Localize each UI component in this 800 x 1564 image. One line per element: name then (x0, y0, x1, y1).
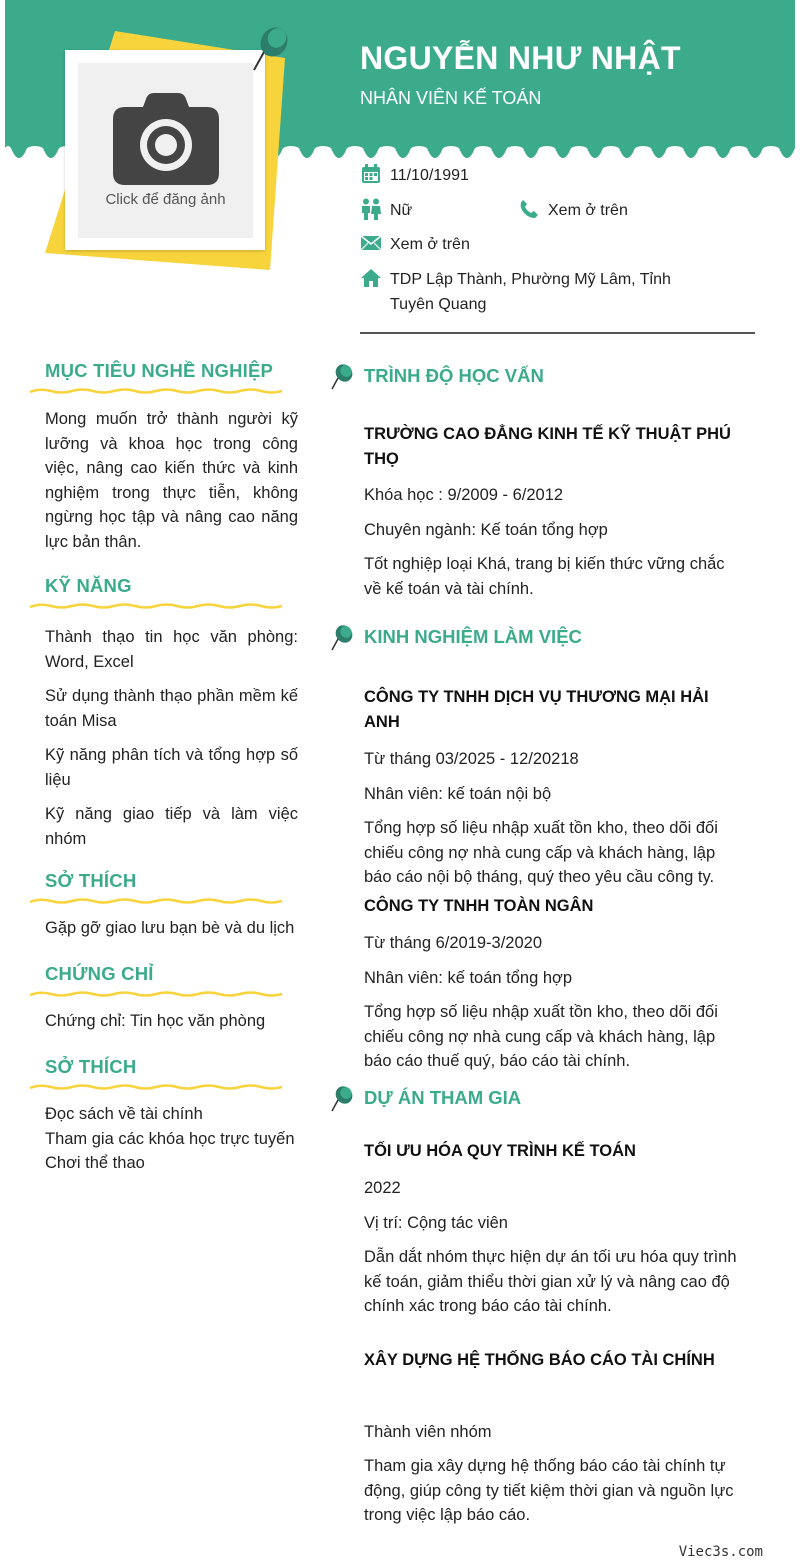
certificates-heading: CHỨNG CHỈ (45, 963, 154, 984)
skills-section (30, 575, 300, 851)
project-description: Dẫn dắt nhóm thực hiện dự án tối ưu hóa quy trình kế toán, giảm thiểu thời gian xử lý và nâng cao độ chính xác trong báo cáo tài chính. (364, 1248, 737, 1315)
experience-heading: KINH NGHIỆM LÀM VIỆC (364, 626, 582, 647)
email-row (360, 232, 470, 257)
job-title: NHÂN VIÊN KẾ TOÁN (360, 88, 542, 108)
project-entry (364, 1139, 744, 1319)
pushpin-icon (330, 623, 356, 651)
education-period: Khóa học : 9/2009 - 6/2012 (364, 486, 564, 504)
hobby-item: Tham gia các khóa học trực tuyến (45, 1129, 295, 1148)
job-period: Từ tháng 6/2019-3/2020 (364, 934, 543, 952)
education-major: Chuyên ngành: Kế toán tổng hợp (364, 520, 608, 539)
certificates-section (30, 963, 300, 1034)
objective-heading: MỤC TIÊU NGHỀ NGHIỆP (45, 360, 274, 381)
company-name: CÔNG TY TNHH DỊCH VỤ THƯƠNG MẠI HẢI ANH (364, 688, 709, 731)
project-year: 2022 (364, 1179, 401, 1197)
wave-divider (30, 989, 285, 999)
wave-divider (30, 601, 285, 611)
hobbies-heading: SỞ THÍCH (45, 1056, 137, 1077)
pushpin-icon (330, 362, 356, 390)
job-role: Nhân viên: kế toán tổng hợp (364, 968, 573, 987)
dob-row (360, 163, 469, 188)
hobby-item: Đọc sách về tài chính (45, 1105, 203, 1123)
education-description: Tốt nghiệp loại Khá, trang bị kiến thức vững chắc về kế toán và tài chính. (364, 555, 725, 598)
project-name: XÂY DỰNG HỆ THỐNG BÁO CÁO TÀI CHÍNH (364, 1351, 715, 1369)
job-period: Từ tháng 03/2025 - 12/20218 (364, 750, 579, 768)
company-name: CÔNG TY TNHH TOÀN NGÂN (364, 897, 594, 915)
dob-value: 11/10/1991 (390, 167, 469, 184)
candidate-name: NGUYỄN NHƯ NHẬT (360, 40, 681, 76)
phone-icon (518, 198, 540, 220)
experience-section (330, 623, 770, 651)
projects-heading: DỰ ÁN THAM GIA (364, 1087, 522, 1108)
education-heading: TRÌNH ĐỘ HỌC VẤN (364, 365, 544, 386)
project-description: Tham gia xây dựng hệ thống báo cáo tài chính tự động, giúp công ty tiết kiệm thời gian và nguồn lực trong việc lập báo cáo. (364, 1457, 734, 1524)
gender-value: Nữ (390, 202, 413, 219)
job-description: Tổng hợp số liệu nhập xuất tồn kho, theo dõi đối chiếu công nợ nhà cung cấp và khách hàng, lập báo cáo thuế quý, báo cáo tài chính. (364, 1003, 718, 1070)
address-line-2: Tuyên Quang (390, 296, 487, 313)
school-name: TRƯỜNG CAO ĐẲNG KINH TẾ KỸ THUẬT PHÚ THỌ (364, 425, 731, 468)
job-entry (364, 685, 744, 890)
photo-upload[interactable] (78, 63, 253, 238)
pushpin-icon (330, 1084, 356, 1112)
calendar-icon (360, 163, 382, 185)
objective-text: Mong muốn trở thành người kỹ lưỡng và khoa học trong công việc, nâng cao kiến thức và kinh nghiệm trong thực tiễn, không ngừng học tập và nâng cao năng lực bản thân. (45, 410, 298, 551)
footer-brand[interactable]: Viec3s.com (678, 1544, 763, 1560)
hobbies-section-2 (30, 1056, 300, 1176)
pushpin-icon (250, 24, 292, 72)
hobby-item: Chơi thể thao (45, 1154, 145, 1172)
address-line-1: TDP Lập Thành, Phường Mỹ Lâm, Tỉnh (390, 271, 671, 288)
address-row (360, 267, 671, 317)
education-entry (364, 422, 744, 601)
education-section (330, 362, 770, 390)
gender-icon (360, 198, 382, 220)
skill-item: Sử dụng thành thạo phần mềm kế toán Misa (45, 687, 298, 730)
project-year (364, 1385, 744, 1410)
email-value[interactable]: Xem ở trên (390, 236, 470, 253)
camera-icon (113, 93, 219, 185)
gender-row (360, 198, 412, 223)
home-icon (360, 267, 382, 289)
wave-divider (30, 896, 285, 906)
phone-row (518, 198, 628, 223)
hobby-item: Gặp gỡ giao lưu bạn bè và du lịch (45, 919, 295, 937)
photo-caption: Click để đăng ảnh (105, 191, 226, 208)
job-description: Tổng hợp số liệu nhập xuất tồn kho, theo dõi đối chiếu công nợ nhà cung cấp và khách hàng, lập báo cáo nội bộ tháng, quý theo yêu cầu công ty. (364, 819, 718, 886)
skills-heading: KỸ NĂNG (45, 575, 132, 596)
project-role: Thành viên nhóm (364, 1422, 492, 1441)
email-icon (360, 232, 382, 254)
skill-item: Kỹ năng giao tiếp và làm việc nhóm (45, 805, 298, 848)
projects-section (330, 1084, 770, 1112)
photo-frame[interactable] (65, 50, 265, 250)
skill-item: Thành thạo tin học văn phòng: Word, Excel (45, 628, 298, 671)
wave-divider (30, 1082, 285, 1092)
phone-value[interactable]: Xem ở trên (548, 202, 628, 219)
wave-divider (30, 386, 285, 396)
contact-divider (360, 332, 755, 334)
hobbies-heading: SỞ THÍCH (45, 870, 137, 891)
job-entry (364, 894, 744, 1074)
skill-item: Kỹ năng phân tích và tổng hợp số liệu (45, 746, 298, 789)
objective-section (30, 360, 300, 554)
hobbies-section-1 (30, 870, 300, 941)
project-name: TỐI ƯU HÓA QUY TRÌNH KẾ TOÁN (364, 1142, 636, 1160)
project-entry (364, 1348, 744, 1528)
job-role: Nhân viên: kế toán nội bộ (364, 784, 552, 803)
certificate-item: Chứng chỉ: Tin học văn phòng (45, 1012, 266, 1030)
project-role: Vị trí: Cộng tác viên (364, 1213, 508, 1232)
